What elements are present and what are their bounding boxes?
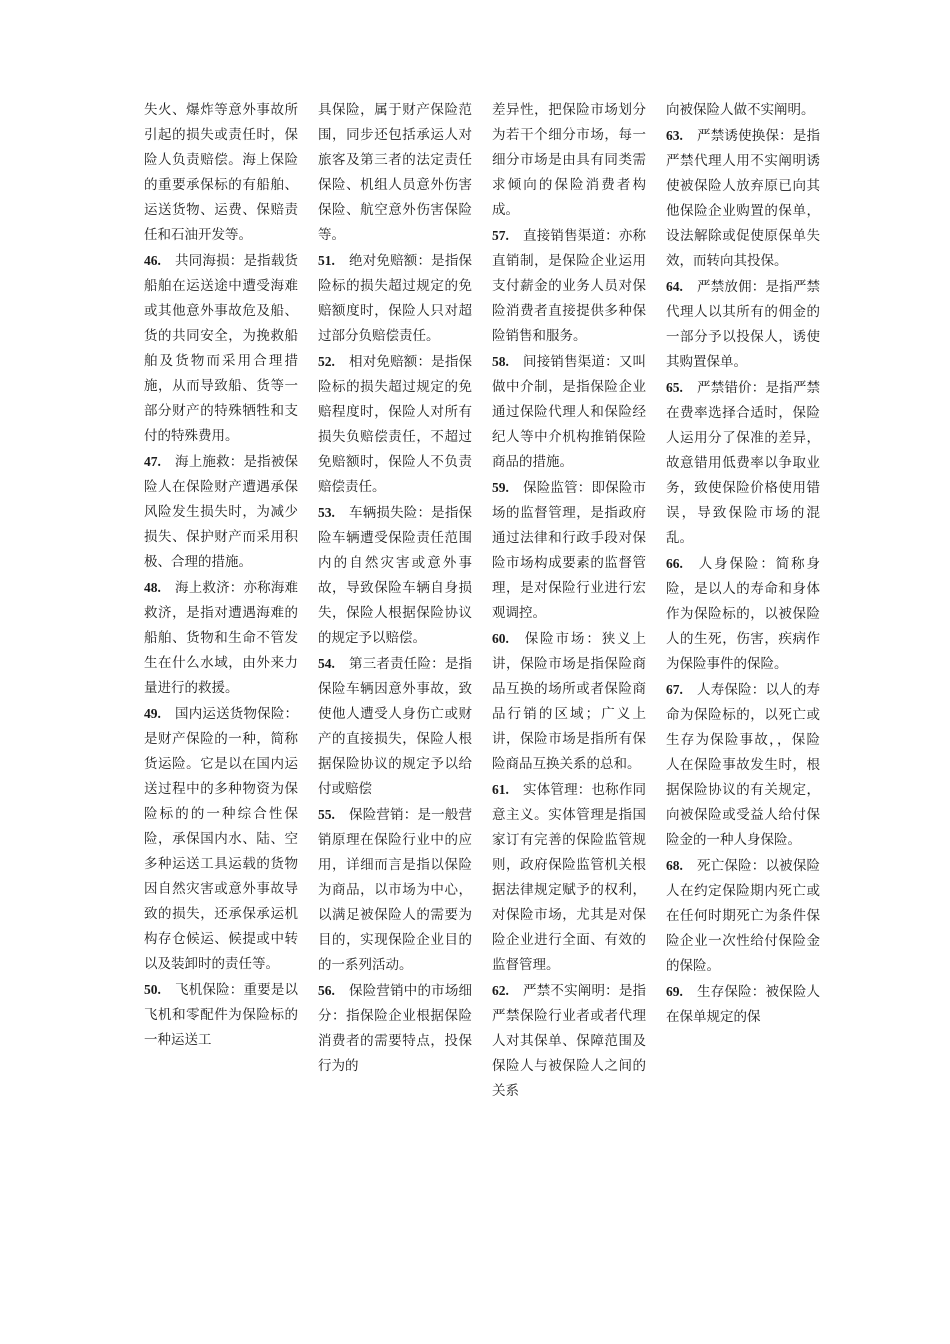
entry-number: 46. [144, 253, 161, 268]
column-lead-text: 差异性，把保险市场划分为若干个细分市场，每一细分市场是由具有同类需求倾向的保险消费者构成。 [492, 102, 646, 218]
entry-text: 生存保险：被保险人在保单规定的保 [666, 984, 820, 1025]
text-column-3 [492, 98, 646, 1104]
glossary-entry [144, 575, 298, 701]
entry-number: 67. [666, 682, 683, 697]
entry-number: 59. [492, 480, 509, 495]
entry-number: 65. [666, 380, 683, 395]
entry-text: 人身保险：简称身险，是以人的寿命和身体作为保险标的，以被保险人的生死，伤害，疾病作为保险事件的保险。 [666, 556, 820, 672]
column-lead-text: 失火、爆炸等意外事故所引起的损失或责任时，保险人负责赔偿。海上保险的重要承保标的有船舶、运送货物、运费、保赔责任和石油开发等。 [144, 102, 298, 243]
entry-number: 51. [318, 253, 335, 268]
glossary-entry [666, 123, 820, 274]
entry-text: 海上施救：是指被保险人在保险财产遭遇承保风险发生损失时，为减少损失、保护财产而采用积极、合理的措施。 [144, 454, 298, 570]
glossary-entry [318, 978, 472, 1079]
glossary-entry [492, 978, 646, 1104]
text-column-1 [144, 98, 298, 1053]
entry-number: 62. [492, 983, 509, 998]
text-column-4 [666, 98, 820, 1030]
entry-number: 50. [144, 982, 161, 997]
entry-number: 54. [318, 656, 335, 671]
entry-number: 57. [492, 228, 509, 243]
entry-text: 第三者责任险：是指保险车辆因意外事故，致使他人遭受人身伤亡或财产的直接损失，保险人根据保险协议的规定予以给付或赔偿 [318, 656, 472, 797]
glossary-entry [144, 449, 298, 575]
entry-text: 严禁错价：是指严禁在费率选择合适时，保险人运用分了保准的差异，故意错用低费率以争取业务，致使保险价格使用错误，导致保险市场的混乱。 [666, 380, 820, 546]
glossary-entry [666, 979, 820, 1030]
text-column-2 [318, 98, 472, 1079]
glossary-entry [492, 223, 646, 349]
entry-text: 死亡保险：以被保险人在约定保险期内死亡或在任何时期死亡为条件保险企业一次性给付保险金的保险。 [666, 858, 820, 974]
entry-number: 64. [666, 279, 683, 294]
entry-number: 47. [144, 454, 161, 469]
entry-number: 56. [318, 983, 335, 998]
glossary-entry [492, 626, 646, 777]
entry-number: 61. [492, 782, 509, 797]
glossary-entry [318, 248, 472, 349]
glossary-entry [666, 551, 820, 677]
entry-text: 实体管理：也称作同意主义。实体管理是指国家订有完善的保险监管规则，政府保险监管机关根据法律规定赋予的权利，对保险市场，尤其是对保险企业进行全面、有效的监督管理。 [492, 782, 646, 973]
column-lead-text: 向被保险人做不实阐明。 [666, 102, 815, 118]
entry-number: 53. [318, 505, 335, 520]
entry-number: 60. [492, 631, 509, 646]
entry-text: 车辆损失险：是指保险车辆遭受保险责任范围内的自然灾害或意外事故，导致保险车辆自身损失，保险人根据保险协议的规定予以赔偿。 [318, 505, 472, 646]
entry-text: 保险市场：狭义上讲，保险市场是指保险商品互换的场所或者保险商品行销的区域；广义上讲，保险市场是指所有保险商品互换关系的总和。 [492, 631, 646, 772]
entry-text: 相对免赔额：是指保险标的损失超过规定的免赔程度时，保险人对所有损失负赔偿责任，不超过免赔额时，保险人不负责赔偿责任。 [318, 354, 472, 495]
entry-text: 保险监管：即保险市场的监督管理，是指政府通过法律和行政手段对保险市场构成要素的监督管理，是对保险行业进行宏观调控。 [492, 480, 646, 621]
entry-number: 68. [666, 858, 683, 873]
glossary-entry [666, 853, 820, 979]
entry-number: 52. [318, 354, 335, 369]
glossary-entry [318, 500, 472, 651]
entry-text: 共同海损：是指载货船舶在运送途中遭受海难或其他意外事故危及船、货的共同安全，为挽救船舶及货物而采用合理措施，从而导致船、货等一部分财产的特殊牺牲和支付的特殊费用。 [144, 253, 298, 444]
entry-text: 严禁诱使换保：是指严禁代理人用不实阐明诱使被保险人放弃原已向其他保险企业购置的保单，设法解除或促使原保单失效，而转向其投保。 [666, 128, 820, 269]
entry-number: 69. [666, 984, 683, 999]
entry-number: 66. [666, 556, 683, 571]
entry-text: 人寿保险：以人的寿命为保险标的，以死亡或生存为保险事故，，保险人在保险事故发生时，根据保险协议的有关规定，向被保险或受益人给付保险金的一种人身保险。 [666, 682, 820, 848]
glossary-entry [318, 349, 472, 500]
glossary-entry [666, 375, 820, 551]
glossary-entry [666, 677, 820, 853]
glossary-entry [318, 802, 472, 978]
glossary-entry [318, 651, 472, 802]
entry-number: 63. [666, 128, 683, 143]
entry-text: 绝对免赔额：是指保险标的损失超过规定的免赔额度时，保险人只对超过部分负赔偿责任。 [318, 253, 472, 344]
glossary-entry [144, 977, 298, 1053]
entry-text: 直接销售渠道：亦称直销制，是保险企业运用支付薪金的业务人员对保险消费者直接提供多种保险销售和服务。 [492, 228, 646, 344]
entry-number: 58. [492, 354, 509, 369]
glossary-entry [144, 701, 298, 977]
glossary-entry [492, 475, 646, 626]
entry-text: 保险营销：是一般营销原理在保险行业中的应用，详细而言是指以保险为商品，以市场为中心，以满足被保险人的需要为目的，实现保险企业目的的一系列活动。 [318, 807, 472, 973]
glossary-entry [666, 274, 820, 375]
entry-number: 55. [318, 807, 335, 822]
glossary-entry [492, 349, 646, 475]
entry-text: 保险营销中的市场细分：指保险企业根据保险消费者的需要特点，投保行为的 [318, 983, 472, 1074]
entry-text: 间接销售渠道：又叫做中介制，是指保险企业通过保险代理人和保险经纪人等中介机构推销保险商品的措施。 [492, 354, 646, 470]
glossary-entry [144, 248, 298, 449]
entry-text: 严禁放佣：是指严禁代理人以其所有的佣金的一部分予以投保人，诱使其购置保单。 [666, 279, 820, 370]
entry-text: 海上救济：亦称海难救济，是指对遭遇海难的船舶、货物和生命不管发生在什么水域，由外来力量进行的救援。 [144, 580, 298, 696]
entry-number: 48. [144, 580, 161, 595]
glossary-entry [492, 777, 646, 978]
entry-text: 严禁不实阐明：是指严禁保险行业者或者代理人对其保单、保障范围及保险人与被保险人之间的关系 [492, 983, 646, 1099]
entry-text: 国内运送货物保险：是财产保险的一种，简称货运险。它是以在国内运送过程中的多种物资为保险标的的一种综合性保险，承保国内水、陆、空多种运送工具运载的货物因自然灾害或意外事故导致的损失，还承保承运机构存仓候运、候提或中转以及装卸时的责任等。 [144, 706, 298, 972]
entry-number: 49. [144, 706, 161, 721]
entry-text: 飞机保险：重要是以飞机和零配件为保险标的一种运送工 [144, 982, 298, 1048]
column-lead-text: 具保险，属于财产保险范围，同步还包括承运人对旅客及第三者的法定责任保险、机组人员意外伤害保险、航空意外伤害保险等。 [318, 102, 472, 243]
